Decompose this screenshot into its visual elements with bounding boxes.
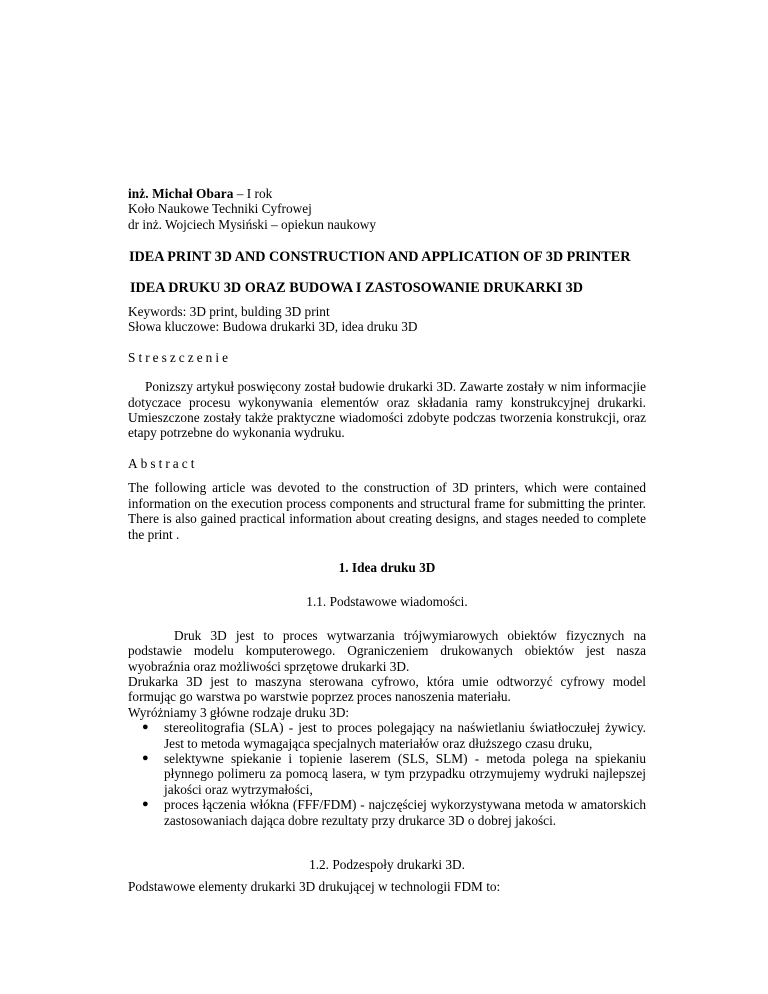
title-polish: IDEA DRUKU 3D ORAZ BUDOWA I ZASTOSOWANIE DRUKARKI 3D [130, 279, 584, 296]
list-item [128, 797, 646, 828]
list-item [128, 751, 646, 797]
list-item [128, 720, 646, 751]
bullet-icon: ● [142, 751, 149, 764]
abstract-heading: Abstract [128, 455, 198, 471]
bullet-icon: ● [142, 798, 149, 811]
subsection-1-1-title: 1.1. Podstawowe wiadomości. [306, 594, 468, 610]
club-name: Koło Naukowe Techniki Cyfrowej [128, 201, 312, 217]
author-name: inż. Michał Obara [128, 186, 234, 201]
keywords-english: Keywords: 3D print, bulding 3D print [128, 304, 330, 320]
list-item-text: selektywne spiekanie i topienie laserem (SLS, SLM) - metoda polega na spiekaniu płynnego polimeru za pomocą lasera, w tym przypadku otrzymujemy wydruki najlepszej jakości oraz wytrzymałości, [164, 750, 646, 797]
author-year: – I rok [233, 186, 273, 201]
document-page [128, 186, 646, 895]
keywords-polish: Słowa kluczowe: Budowa drukarki 3D, idea druku 3D [128, 319, 418, 335]
abstract-text: The following article was devoted to the construction of 3D printers, which were contained information on the execution process components and structural frame for submitting the printer. There is also gained practical information about creating designs, and stages needed to complete the print . [128, 480, 646, 542]
section-1-1-paragraph-3: Wyróżniamy 3 główne rodzaje druku 3D: [128, 704, 350, 720]
streszczenie-text: Ponizszy artykuł poswięcony został budowie drukarki 3D. Zawarte zostały w nim informacjie dotyczace procesu wykonywania elementów oraz składania ramy konstrukcyjnej drukarki. Umieszczone zostały także praktyczne wiadomości zdobyte podczas tworzenia konstrukcji, oraz etapy potrzebne do wykonania wydruku. [128, 379, 646, 441]
list-item-text: stereolitografia (SLA) - jest to proces polegający na naświetlaniu światłoczułej żywicy. Jest to metoda wymagająca specjalnych materiałów oraz dłuższego czasu druku, [164, 720, 646, 751]
section-1-2-paragraph-1: Podstawowe elementy drukarki 3D drukującej w technologii FDM to: [128, 879, 501, 895]
title-english: IDEA PRINT 3D AND CONSTRUCTION AND APPLICATION OF 3D PRINTER [129, 249, 631, 266]
supervisor-line: dr inż. Wojciech Mysiński – opiekun naukowy [128, 216, 376, 232]
print-types-list [128, 720, 646, 828]
list-item-text: proces łączenia włókna (FFF/FDM) - najczęściej wykorzystywana metoda w amatorskich zastosowaniach dająca dobre rezultaty przy drukarce 3D o dobrej jakości. [164, 797, 646, 828]
section-1-title: 1. Idea druku 3D [338, 559, 436, 575]
subsection-1-2-title: 1.2. Podzespoły drukarki 3D. [309, 857, 465, 872]
streszczenie-heading: Streszczenie [128, 349, 232, 365]
author-line [128, 186, 646, 201]
section-1-1-paragraph-2: Drukarka 3D jest to maszyna sterowana cyfrowo, która umie odtworzyć cyfrowy model formując go warstwa po warstwie poprzez proces nanoszenia materiału. [128, 673, 646, 705]
bullet-icon: ● [142, 721, 149, 734]
section-1-1-paragraph-1: Druk 3D jest to proces wytwarzania trójwymiarowych obiektów fizycznych na podstawie modelu komputerowego. Ograniczeniem drukowanych obiektów jest nasza wyobraźnia oraz możliwości sprzętowe drukarki 3D. [128, 627, 646, 674]
